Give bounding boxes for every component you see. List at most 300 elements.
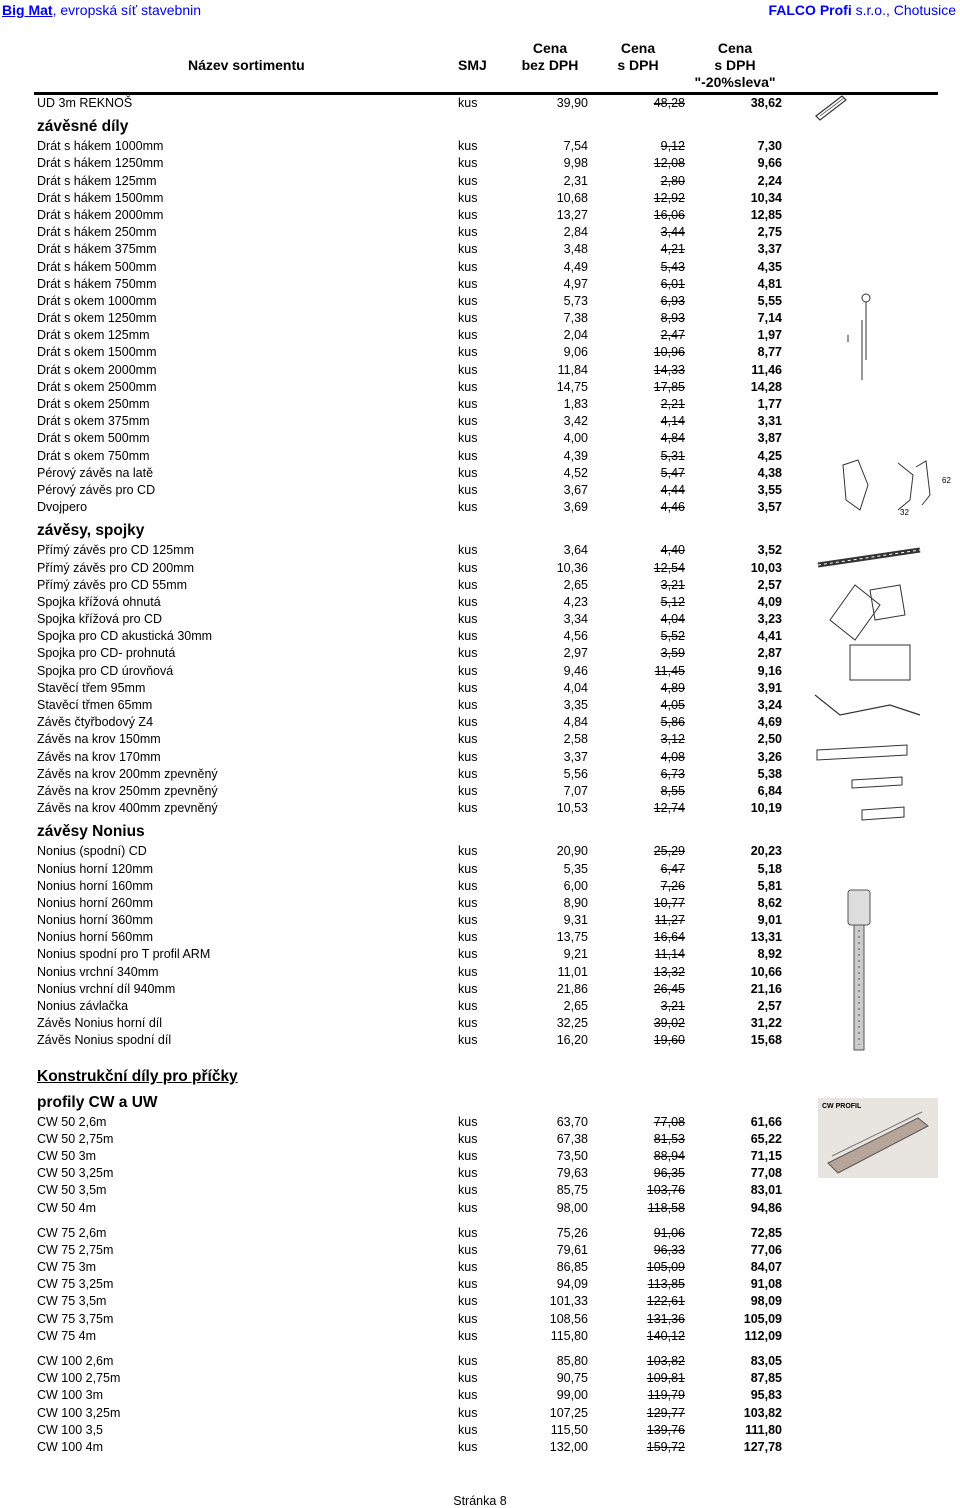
item-name: Spojka křížová pro CD [37, 612, 163, 627]
price-without-vat: 2,65 [563, 577, 588, 592]
table-row [0, 138, 800, 155]
price-discount: 5,81 [757, 878, 782, 893]
price-without-vat: 5,35 [563, 861, 588, 876]
table-row [0, 465, 800, 482]
price-with-vat: 5,43 [660, 259, 685, 274]
falco-name: FALCO Profi [768, 2, 852, 18]
table-row [0, 448, 800, 465]
col-sleva-3: "-20%sleva" [694, 74, 776, 90]
price-with-vat: 12,54 [653, 560, 685, 575]
item-unit: kus [458, 913, 478, 928]
item-unit: kus [458, 96, 478, 110]
price-with-vat: 2,21 [660, 397, 685, 411]
item-unit: kus [458, 397, 478, 411]
price-discount: 5,38 [757, 766, 782, 781]
price-with-vat: 3,21 [660, 577, 685, 592]
price-discount: 15,68 [750, 1033, 782, 1048]
item-name: Závěs na krov 400mm zpevněný [37, 801, 218, 816]
item-unit: kus [458, 1294, 478, 1309]
price-discount: 5,55 [757, 293, 782, 308]
item-name: Drát s okem 750mm [37, 448, 150, 463]
price-without-vat: 94,09 [556, 1277, 588, 1292]
price-discount: 1,77 [757, 397, 782, 411]
price-with-vat: 4,21 [660, 242, 685, 257]
price-discount: 2,50 [757, 732, 782, 747]
price-discount: 13,31 [750, 930, 782, 945]
price-with-vat: 12,92 [653, 190, 685, 205]
col-name: Název sortimentu [188, 57, 305, 73]
price-discount: 77,08 [750, 1166, 782, 1181]
col-sleva-1: Cena [717, 40, 753, 56]
item-name: Nonius horní 260mm [37, 895, 154, 910]
item-unit: kus [458, 861, 478, 876]
item-unit: kus [458, 766, 478, 781]
item-unit: kus [458, 1183, 478, 1198]
price-discount: 4,35 [757, 259, 782, 274]
dim-32-label: 32 [900, 508, 909, 517]
item-unit: kus [458, 577, 478, 592]
item-unit: kus [458, 1439, 478, 1454]
item-name: Drát s okem 1250mm [37, 311, 157, 326]
item-unit: kus [458, 1311, 478, 1326]
price-with-vat: 3,21 [660, 999, 685, 1013]
price-discount: 7,14 [757, 311, 782, 326]
item-name: Nonius horní 160mm [37, 878, 154, 893]
item-unit: kus [458, 1148, 478, 1163]
item-name: CW 75 2,75m [37, 1242, 114, 1257]
price-with-vat: 11,45 [654, 663, 685, 678]
price-without-vat: 67,38 [556, 1131, 588, 1146]
item-unit: kus [458, 612, 478, 627]
price-with-vat: 11,14 [654, 947, 685, 962]
price-with-vat: 11,27 [654, 913, 685, 928]
price-without-vat: 7,38 [563, 311, 588, 326]
table-row [0, 1276, 800, 1293]
price-discount: 72,85 [750, 1225, 782, 1240]
table-row [0, 1387, 800, 1404]
col-sdph-2: s DPH [617, 57, 659, 73]
item-unit: kus [458, 190, 478, 205]
item-name: Nonius horní 560mm [37, 930, 154, 945]
table-row [0, 207, 800, 224]
group-gap [0, 1217, 800, 1225]
item-name: CW 50 3,5m [37, 1183, 107, 1198]
item-name: Drát s okem 1500mm [37, 345, 157, 360]
price-discount: 3,24 [757, 698, 782, 712]
item-unit: kus [458, 663, 478, 678]
price-with-vat: 13,32 [653, 964, 685, 979]
header-right [768, 1, 956, 19]
price-without-vat: 2,04 [563, 328, 588, 343]
price-discount: 111,80 [745, 1422, 782, 1437]
section-title [0, 516, 800, 542]
item-unit: kus [458, 981, 478, 996]
item-name: Závěs na krov 170mm [37, 749, 161, 764]
item-name: Drát s okem 1000mm [37, 293, 157, 308]
price-without-vat: 3,48 [563, 242, 588, 257]
price-with-vat: 7,26 [660, 878, 685, 893]
item-unit: kus [458, 1405, 478, 1420]
item-unit: kus [458, 1016, 478, 1031]
price-discount: 6,84 [757, 783, 782, 798]
table-row [0, 1328, 800, 1345]
price-with-vat: 5,12 [660, 594, 685, 609]
table-row [0, 1422, 800, 1439]
price-without-vat: 4,23 [563, 594, 588, 609]
price-discount: 65,22 [750, 1131, 782, 1146]
table-row [0, 396, 800, 413]
table-row [0, 95, 800, 112]
price-discount: 71,15 [750, 1148, 782, 1163]
table-row [0, 1148, 800, 1165]
table-row [0, 946, 800, 963]
table-row [0, 1242, 800, 1259]
price-discount: 2,24 [757, 173, 782, 188]
price-discount: 91,08 [750, 1277, 782, 1292]
price-with-vat: 12,08 [653, 156, 685, 171]
table-row [0, 1200, 800, 1217]
price-with-vat: 4,05 [660, 698, 685, 712]
price-with-vat: 129,77 [646, 1405, 685, 1420]
table-row [0, 379, 800, 396]
item-name: Drát s hákem 125mm [37, 173, 157, 188]
price-discount: 4,38 [757, 465, 782, 480]
price-without-vat: 90,75 [556, 1371, 588, 1386]
price-with-vat: 3,12 [660, 732, 685, 747]
table-row [0, 749, 800, 766]
price-discount: 8,62 [757, 895, 782, 910]
price-without-vat: 9,46 [563, 663, 588, 678]
header-left-text: , evropská síť stavebnin [52, 2, 201, 18]
wire-hanger-illustration [840, 290, 880, 390]
table-row [0, 783, 800, 800]
item-unit: kus [458, 379, 478, 394]
item-unit: kus [458, 345, 478, 360]
item-unit: kus [458, 173, 478, 188]
price-discount: 21,16 [750, 981, 782, 996]
price-without-vat: 86,85 [556, 1260, 588, 1275]
table-row [0, 1015, 800, 1032]
item-name: Nonius (spodní) CD [37, 844, 147, 859]
item-name: CW 50 3,25m [37, 1166, 114, 1181]
price-without-vat: 3,42 [563, 414, 588, 429]
item-unit: kus [458, 680, 478, 695]
price-discount: 3,57 [757, 500, 782, 515]
table-row [0, 482, 800, 499]
page-header-bar [0, 0, 960, 20]
table-row [0, 964, 800, 981]
table-row [0, 1353, 800, 1370]
col-sdph-1: Cena [620, 40, 656, 56]
price-without-vat: 10,53 [556, 801, 588, 816]
table-row [0, 560, 800, 577]
price-with-vat: 5,86 [660, 715, 685, 730]
item-unit: kus [458, 225, 478, 240]
table-row [0, 998, 800, 1015]
price-with-vat: 118,58 [647, 1200, 685, 1215]
price-without-vat: 14,75 [556, 379, 588, 394]
price-discount: 10,34 [750, 190, 782, 205]
item-unit: kus [458, 242, 478, 257]
price-with-vat: 119,79 [647, 1388, 685, 1403]
price-discount: 31,22 [750, 1016, 782, 1031]
item-unit: kus [458, 543, 478, 558]
price-discount: 14,28 [750, 379, 782, 394]
price-with-vat: 25,29 [653, 844, 685, 859]
price-with-vat: 3,59 [660, 646, 685, 661]
item-unit: kus [458, 500, 478, 515]
price-discount: 38,62 [750, 96, 782, 110]
price-without-vat: 11,84 [557, 362, 588, 377]
item-name: Spojka křížová ohnutá [37, 594, 161, 609]
price-without-vat: 63,70 [556, 1114, 588, 1129]
price-without-vat: 10,68 [556, 190, 588, 205]
price-without-vat: 39,90 [556, 96, 588, 110]
header-right-text: s.r.o., Chotusice [851, 2, 956, 18]
price-discount: 4,41 [757, 629, 782, 644]
price-discount: 9,01 [757, 913, 782, 928]
item-unit: kus [458, 749, 478, 764]
price-with-vat: 4,08 [660, 749, 685, 764]
table-row [0, 611, 800, 628]
price-discount: 3,91 [757, 680, 782, 695]
price-without-vat: 101,33 [549, 1294, 588, 1309]
item-unit: kus [458, 259, 478, 274]
price-with-vat: 6,01 [660, 276, 685, 291]
table-row [0, 310, 800, 327]
table-row [0, 190, 800, 207]
price-with-vat: 39,02 [653, 1016, 685, 1031]
price-without-vat: 115,50 [550, 1422, 588, 1437]
price-with-vat: 96,35 [653, 1166, 685, 1181]
table-row [0, 1293, 800, 1310]
price-with-vat: 96,33 [653, 1242, 685, 1257]
price-with-vat: 77,08 [653, 1114, 685, 1129]
item-unit: kus [458, 930, 478, 945]
price-discount: 3,26 [757, 749, 782, 764]
price-with-vat: 159,72 [646, 1439, 685, 1454]
price-with-vat: 5,52 [660, 629, 685, 644]
item-unit: kus [458, 895, 478, 910]
price-with-vat: 12,74 [653, 801, 685, 816]
price-discount: 4,09 [757, 594, 782, 609]
price-without-vat: 16,20 [556, 1033, 588, 1048]
price-with-vat: 6,47 [660, 861, 685, 876]
item-name: CW 100 2,6m [37, 1354, 114, 1368]
price-discount: 98,09 [750, 1294, 782, 1309]
price-discount: 95,83 [750, 1388, 782, 1403]
item-unit: kus [458, 448, 478, 463]
price-with-vat: 48,28 [653, 96, 685, 110]
price-discount: 9,16 [757, 663, 782, 678]
item-unit: kus [458, 293, 478, 308]
item-unit: kus [458, 629, 478, 644]
item-unit: kus [458, 1328, 478, 1343]
table-row [0, 1259, 800, 1276]
price-discount: 84,07 [750, 1260, 782, 1275]
table-row [0, 800, 800, 817]
price-with-vat: 109,81 [646, 1371, 685, 1386]
price-with-vat: 140,12 [646, 1328, 685, 1343]
price-without-vat: 32,25 [556, 1016, 588, 1031]
price-with-vat: 139,76 [646, 1422, 685, 1437]
table-row [0, 241, 800, 258]
table-row [0, 293, 800, 310]
price-discount: 94,86 [750, 1200, 782, 1215]
price-discount: 87,85 [750, 1371, 782, 1386]
item-name: Drát s okem 250mm [37, 397, 150, 411]
price-without-vat: 10,36 [556, 560, 588, 575]
item-unit: kus [458, 801, 478, 816]
price-with-vat: 6,73 [660, 766, 685, 781]
item-name: CW 75 4m [37, 1328, 97, 1343]
table-row [0, 1032, 800, 1049]
item-unit: kus [458, 276, 478, 291]
price-discount: 112,09 [744, 1328, 782, 1343]
price-without-vat: 4,39 [563, 448, 588, 463]
item-name: Drát s hákem 1500mm [37, 190, 164, 205]
price-without-vat: 4,84 [563, 715, 588, 730]
section-title-text: závěsy Nonius [37, 823, 145, 841]
price-without-vat: 8,90 [563, 895, 588, 910]
item-unit: kus [458, 1242, 478, 1257]
price-without-vat: 3,64 [563, 543, 588, 558]
price-discount: 11,46 [751, 362, 782, 377]
price-without-vat: 13,75 [556, 930, 588, 945]
item-name: Přímý závěs pro CD 125mm [37, 543, 194, 558]
item-name: CW 75 3,75m [37, 1311, 114, 1326]
table-row [0, 224, 800, 241]
item-name: Přímý závěs pro CD 55mm [37, 577, 188, 592]
price-with-vat: 4,44 [660, 482, 685, 497]
price-without-vat: 4,49 [563, 259, 588, 274]
item-name: Drát s hákem 750mm [37, 276, 157, 291]
price-without-vat: 3,35 [563, 698, 588, 712]
item-unit: kus [458, 1200, 478, 1215]
price-without-vat: 4,04 [563, 680, 588, 695]
item-name: Dvojpero [37, 500, 88, 515]
price-without-vat: 3,34 [563, 612, 588, 627]
col-bez-1: Cena [532, 40, 568, 56]
item-name: Drát s hákem 1000mm [37, 139, 164, 154]
price-without-vat: 73,50 [556, 1148, 588, 1163]
price-without-vat: 1,83 [563, 397, 588, 411]
price-without-vat: 2,97 [563, 646, 588, 661]
price-without-vat: 85,75 [556, 1183, 588, 1198]
item-unit: kus [458, 646, 478, 661]
table-row [0, 843, 800, 860]
item-name: Stavěcí třem 95mm [37, 680, 146, 695]
table-row [0, 430, 800, 447]
item-unit: kus [458, 594, 478, 609]
price-with-vat: 5,31 [660, 448, 685, 463]
item-name: Závěs na krov 250mm zpevněný [37, 783, 218, 798]
table-row [0, 327, 800, 344]
item-name: CW 75 2,6m [37, 1225, 107, 1240]
price-discount: 3,23 [757, 612, 782, 627]
table-row [0, 731, 800, 748]
price-discount: 8,92 [757, 947, 782, 962]
table-row [0, 929, 800, 946]
section-title-text: profily CW a UW [37, 1093, 158, 1111]
price-without-vat: 107,25 [549, 1405, 588, 1420]
price-with-vat: 10,77 [653, 895, 685, 910]
item-name: Nonius horní 360mm [37, 913, 154, 928]
item-name: CW 100 3,5 [37, 1422, 104, 1437]
price-without-vat: 3,67 [563, 482, 588, 497]
price-list [0, 95, 800, 1456]
rafter-hanger-illustration [812, 735, 912, 825]
price-without-vat: 7,54 [563, 139, 588, 154]
price-without-vat: 98,00 [556, 1200, 588, 1215]
table-row [0, 1182, 800, 1199]
price-with-vat: 4,40 [660, 543, 685, 558]
price-discount: 4,25 [757, 448, 782, 463]
price-without-vat: 4,00 [563, 431, 588, 446]
col-bez-2: bez DPH [521, 57, 579, 73]
table-row [0, 499, 800, 516]
item-name: CW 50 2,6m [37, 1114, 107, 1129]
price-with-vat: 4,84 [660, 431, 685, 446]
price-without-vat: 99,00 [556, 1388, 588, 1403]
section-title-text: závěsy, spojky [37, 522, 145, 540]
price-with-vat: 4,89 [660, 680, 685, 695]
item-unit: kus [458, 362, 478, 377]
item-unit: kus [458, 465, 478, 480]
price-without-vat: 2,58 [563, 732, 588, 747]
price-with-vat: 4,46 [660, 500, 685, 515]
table-row [0, 895, 800, 912]
price-with-vat: 19,60 [653, 1033, 685, 1048]
header-left [2, 1, 201, 19]
price-discount: 83,01 [750, 1183, 782, 1198]
price-discount: 3,31 [757, 414, 782, 429]
price-without-vat: 7,07 [563, 783, 588, 798]
item-name: Drát s hákem 375mm [37, 242, 157, 257]
item-name: UD 3m REKNOŠ [37, 96, 133, 110]
price-with-vat: 2,47 [660, 328, 685, 343]
item-unit: kus [458, 431, 478, 446]
price-discount: 12,85 [750, 207, 782, 222]
item-name: Drát s hákem 1250mm [37, 156, 164, 171]
item-name: Spojka pro CD akustická 30mm [37, 629, 213, 644]
section-title [0, 112, 800, 138]
item-unit: kus [458, 560, 478, 575]
item-name: Stavěcí třmen 65mm [37, 698, 153, 712]
price-discount: 7,30 [757, 139, 782, 154]
item-name: CW 100 4m [37, 1439, 103, 1454]
price-with-vat: 3,44 [660, 225, 685, 240]
price-discount: 2,75 [757, 225, 782, 240]
item-name: Drát s okem 125mm [37, 328, 150, 343]
page-footer: Stránka 8 [453, 1494, 507, 1508]
price-discount: 105,09 [743, 1311, 782, 1326]
item-name: Závěs Nonius spodní díl [37, 1033, 172, 1048]
price-without-vat: 4,97 [563, 276, 588, 291]
item-unit: kus [458, 1277, 478, 1292]
price-without-vat: 108,56 [549, 1311, 588, 1326]
item-unit: kus [458, 715, 478, 730]
price-discount: 77,06 [750, 1242, 782, 1257]
group-gap [0, 1345, 800, 1353]
table-row [0, 981, 800, 998]
bigmat-link[interactable]: Big Mat [2, 2, 53, 18]
item-name: CW 50 4m [37, 1200, 97, 1215]
item-unit: kus [458, 1354, 478, 1368]
item-unit: kus [458, 1371, 478, 1386]
price-without-vat: 9,31 [563, 913, 588, 928]
item-name: Přímý závěs pro CD 200mm [37, 560, 194, 575]
